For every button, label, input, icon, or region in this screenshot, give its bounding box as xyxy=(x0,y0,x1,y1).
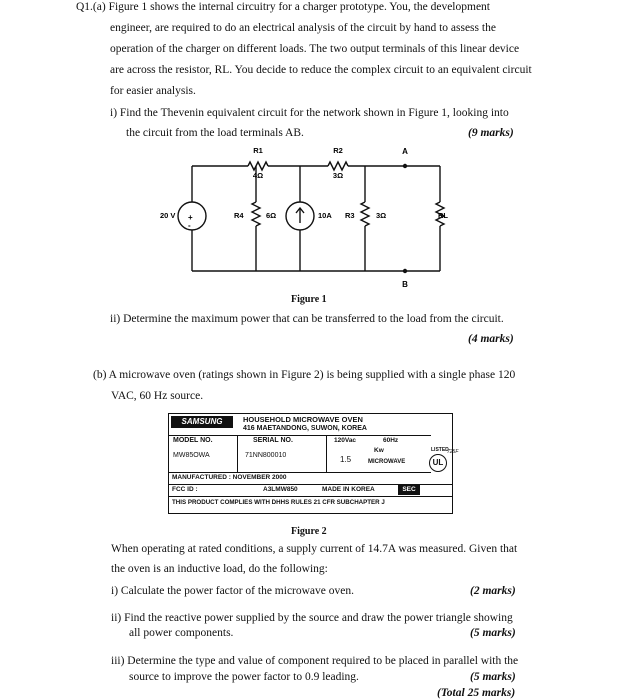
model-label: MODEL NO. xyxy=(173,437,213,444)
q1b-part-iii-line-1: iii) Determine the type and value of component required to be placed in parallel with the xyxy=(111,655,519,667)
terminal-b: B xyxy=(402,280,408,289)
q1b-part-iii-marks: (5 marks) xyxy=(470,671,516,683)
serial-label: SERIAL NO. xyxy=(253,437,293,444)
q1b-given-1: When operating at rated conditions, a supply current of 14.7A was measured. Given that xyxy=(111,543,518,555)
q1a-part-i-line-2: the circuit from the load terminals AB. xyxy=(126,127,304,139)
q1b-part-i-marks: (2 marks) xyxy=(470,585,516,597)
figure1-caption: Figure 1 xyxy=(291,294,327,305)
r4-name: R4 xyxy=(234,211,244,220)
r2-name: R2 xyxy=(333,146,343,155)
q1b-line-1: (b) A microwave oven (ratings shown in Figure 2) is being supplied with a single phase 120 xyxy=(93,369,516,381)
figure2-caption: Figure 2 xyxy=(291,526,327,537)
microwave-label: MICROWAVE xyxy=(368,459,406,465)
q1b-part-ii-line-1: ii) Find the reactive power supplied by the source and draw the power triangle showing xyxy=(111,612,513,624)
rated-voltage: 120Vac xyxy=(334,437,357,444)
plate-header-1: HOUSEHOLD MICROWAVE OVEN xyxy=(243,415,363,424)
rating-plate xyxy=(168,413,459,514)
q1b-part-i-line: i) Calculate the power factor of the microwave oven. xyxy=(111,585,354,597)
fcc-label: FCC ID : xyxy=(172,486,198,493)
q1a-part-i-line-1: i) Find the Thevenin equivalent circuit for the network shown in Figure 1, looking into xyxy=(110,107,509,119)
q1a-line-4: are across the resistor, RL. You decide to reduce the complex circuit to an equivalent circuit xyxy=(110,64,532,76)
plate-header-2: 416 MAETANDONG, SUWON, KOREA xyxy=(243,425,367,432)
r4-value: 6Ω xyxy=(266,211,277,220)
sec-badge: SEC xyxy=(398,485,420,495)
voltage-source-plus: + xyxy=(188,213,193,222)
fcc-value: A3LMW850 xyxy=(263,486,298,493)
ul-code: 725F xyxy=(447,449,459,455)
q1a-part-ii-marks: (4 marks) xyxy=(468,333,514,345)
rl-name: RL xyxy=(438,211,448,220)
q1a-line-1: Q1.(a) Figure 1 shows the internal circuitry for a charger prototype. You, the development xyxy=(76,1,490,13)
voltage-source-minus: - xyxy=(188,221,191,230)
rated-power: 1.5 xyxy=(340,455,352,464)
terminal-a: A xyxy=(402,147,408,156)
q1b-part-ii-marks: (5 marks) xyxy=(470,627,516,639)
total-marks: (Total 25 marks) xyxy=(437,687,516,699)
r1-name: R1 xyxy=(253,146,263,155)
r1-value: 4Ω xyxy=(252,171,264,180)
source-voltage-label: 20 V xyxy=(160,211,176,220)
figure1-circuit xyxy=(150,140,450,300)
power-unit: Kw xyxy=(374,447,384,454)
listed-label: LISTED xyxy=(431,447,449,453)
serial-value: 71NN800010 xyxy=(245,452,287,459)
q1a-line-5: for easier analysis. xyxy=(110,85,196,97)
r3-value: 3Ω xyxy=(376,211,387,220)
current-source-label: 10A xyxy=(318,211,332,220)
r3-name: R3 xyxy=(345,211,355,220)
q1a-part-i-marks: (9 marks) xyxy=(468,127,514,139)
complies-text: THIS PRODUCT COMPLIES WITH DHHS RULES 21 CFR SUBCHAPTER J xyxy=(172,499,385,506)
rated-frequency: 60Hz xyxy=(383,437,399,444)
r2-value: 3Ω xyxy=(332,171,344,180)
q1a-part-ii-line: ii) Determine the maximum power that can be transferred to the load from the circuit. xyxy=(110,313,504,325)
model-value: MW85OWA xyxy=(173,452,210,459)
made-in: MADE IN KOREA xyxy=(322,486,375,493)
samsung-logo: SAMSUNG xyxy=(171,416,233,428)
q1b-line-2: VAC, 60 Hz source. xyxy=(111,390,204,402)
q1b-part-ii-line-2: all power components. xyxy=(129,627,234,639)
ul-logo: UL xyxy=(429,454,447,472)
q1b-part-iii-line-2: source to improve the power factor to 0.9 leading. xyxy=(129,671,359,683)
q1a-line-2: engineer, are required to do an electrical analysis of the circuit by hand to assess the xyxy=(110,22,496,34)
manufactured-date: MANUFACTURED : NOVEMBER 2000 xyxy=(172,474,287,481)
q1a-line-3: operation of the charger on different loads. The two output terminals of this linear device xyxy=(110,43,520,55)
q1b-given-2: the oven is an inductive load, do the following: xyxy=(111,563,328,575)
